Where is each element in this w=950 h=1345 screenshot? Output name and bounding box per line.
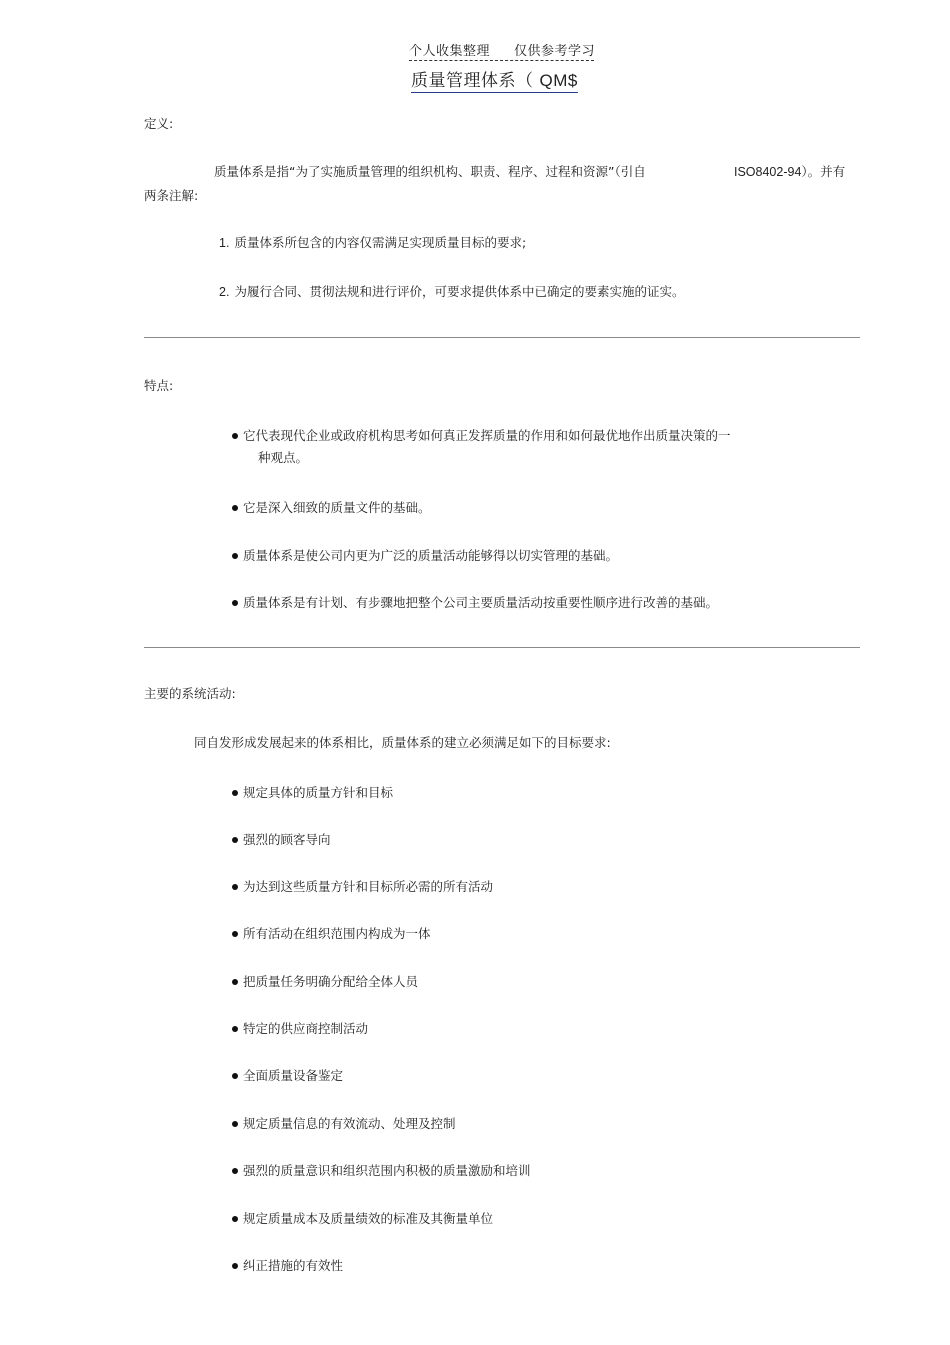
activity-item xyxy=(232,972,418,990)
bullet-dot-icon xyxy=(232,1073,238,1079)
activity-text: 规定具体的质量方针和目标 xyxy=(243,785,394,800)
activity-item xyxy=(232,1114,456,1132)
feature-item-4 xyxy=(232,593,718,611)
title-code: QM$ xyxy=(539,71,578,90)
activity-item xyxy=(232,783,393,801)
header-right-text: 仅供参考学习 xyxy=(514,44,596,59)
features-label: 特点: xyxy=(144,378,174,393)
feature-item-1-continuation: 种观点。 xyxy=(258,450,309,465)
bullet-dot-icon xyxy=(232,505,238,511)
activity-item xyxy=(232,1161,531,1179)
note-number: 1. xyxy=(219,236,230,250)
activity-text: 为达到这些质量方针和目标所必需的所有活动 xyxy=(243,879,494,894)
activity-item xyxy=(232,877,493,895)
activities-label: 主要的系统活动: xyxy=(144,686,236,701)
bullet-dot-icon xyxy=(232,1121,238,1127)
activity-item xyxy=(232,1066,343,1084)
activity-item xyxy=(232,1209,493,1227)
activity-text: 规定质量成本及质量绩效的标准及其衡量单位 xyxy=(243,1211,494,1226)
definition-text-b: ）。并有 xyxy=(801,164,846,179)
bullet-dot-icon xyxy=(232,1026,238,1032)
bullet-dot-icon xyxy=(232,1216,238,1222)
bullet-dot-icon xyxy=(232,979,238,985)
feature-item-2 xyxy=(232,498,431,516)
bullet-dot-icon xyxy=(232,790,238,796)
activity-text: 规定质量信息的有效流动、处理及控制 xyxy=(243,1116,456,1131)
bullet-dot-icon xyxy=(232,884,238,890)
definition-text-a: 质量体系是指“为了实施质量管理的组织机构、职责、程序、过程和资源”（引自 xyxy=(214,164,646,179)
note-item-1 xyxy=(219,233,526,251)
note-text: 质量体系所包含的内容仅需满足实现质量目标的要求; xyxy=(234,235,527,250)
feature-text: 它是深入细致的质量文件的基础。 xyxy=(243,500,431,515)
bullet-dot-icon xyxy=(232,1263,238,1269)
activity-item xyxy=(232,1256,343,1274)
feature-text: 它代表现代企业或政府机构思考如何真正发挥质量的作用和如何最优地作出质量决策的一 xyxy=(243,428,731,443)
activity-text: 特定的供应商控制活动 xyxy=(243,1021,369,1036)
feature-item-3 xyxy=(232,546,618,564)
document-title xyxy=(411,66,578,93)
bullet-dot-icon xyxy=(232,931,238,937)
feature-text: 质量体系是使公司内更为广泛的质量活动能够得以切实管理的基础。 xyxy=(243,548,619,563)
note-item-2 xyxy=(219,282,684,300)
feature-text: 质量体系是有计划、有步骤地把整个公司主要质量活动按重要性顺序进行改善的基础。 xyxy=(243,595,719,610)
activity-text: 所有活动在组织范围内构成为一体 xyxy=(243,926,431,941)
bullet-dot-icon xyxy=(232,433,238,439)
definition-paragraph-line1 xyxy=(214,162,646,180)
activities-intro: 同自发形成发展起来的体系相比，质量体系的建立必须满足如下的目标要求: xyxy=(194,735,611,750)
activity-item xyxy=(232,924,431,942)
title-text: 质量管理体系（ xyxy=(411,71,534,91)
activity-text: 把质量任务明确分配给全体人员 xyxy=(243,974,419,989)
header-left-text: 个人收集整理 xyxy=(409,44,491,59)
activity-item xyxy=(232,830,331,848)
iso-reference: ISO8402-94 xyxy=(734,165,802,179)
section-divider-2 xyxy=(144,647,860,648)
definition-label: 定义: xyxy=(144,116,174,131)
bullet-dot-icon xyxy=(232,837,238,843)
note-number: 2. xyxy=(219,285,230,299)
activity-text: 全面质量设备鉴定 xyxy=(243,1068,344,1083)
activity-text: 纠正措施的有效性 xyxy=(243,1258,344,1273)
definition-paragraph-line2: 两条注解: xyxy=(144,188,199,203)
activity-item xyxy=(232,1019,368,1037)
bullet-dot-icon xyxy=(232,553,238,559)
activity-text: 强烈的质量意识和组织范围内积极的质量激励和培训 xyxy=(243,1163,531,1178)
bullet-dot-icon xyxy=(232,600,238,606)
feature-item-1 xyxy=(232,426,731,444)
bullet-dot-icon xyxy=(232,1168,238,1174)
definition-paragraph-iso xyxy=(734,162,845,180)
note-text: 为履行合同、贯彻法规和进行评价，可要求提供体系中已确定的要素实施的证实。 xyxy=(234,284,685,299)
page-header xyxy=(409,40,594,61)
activity-text: 强烈的顾客导向 xyxy=(243,832,331,847)
section-divider-1 xyxy=(144,337,860,338)
